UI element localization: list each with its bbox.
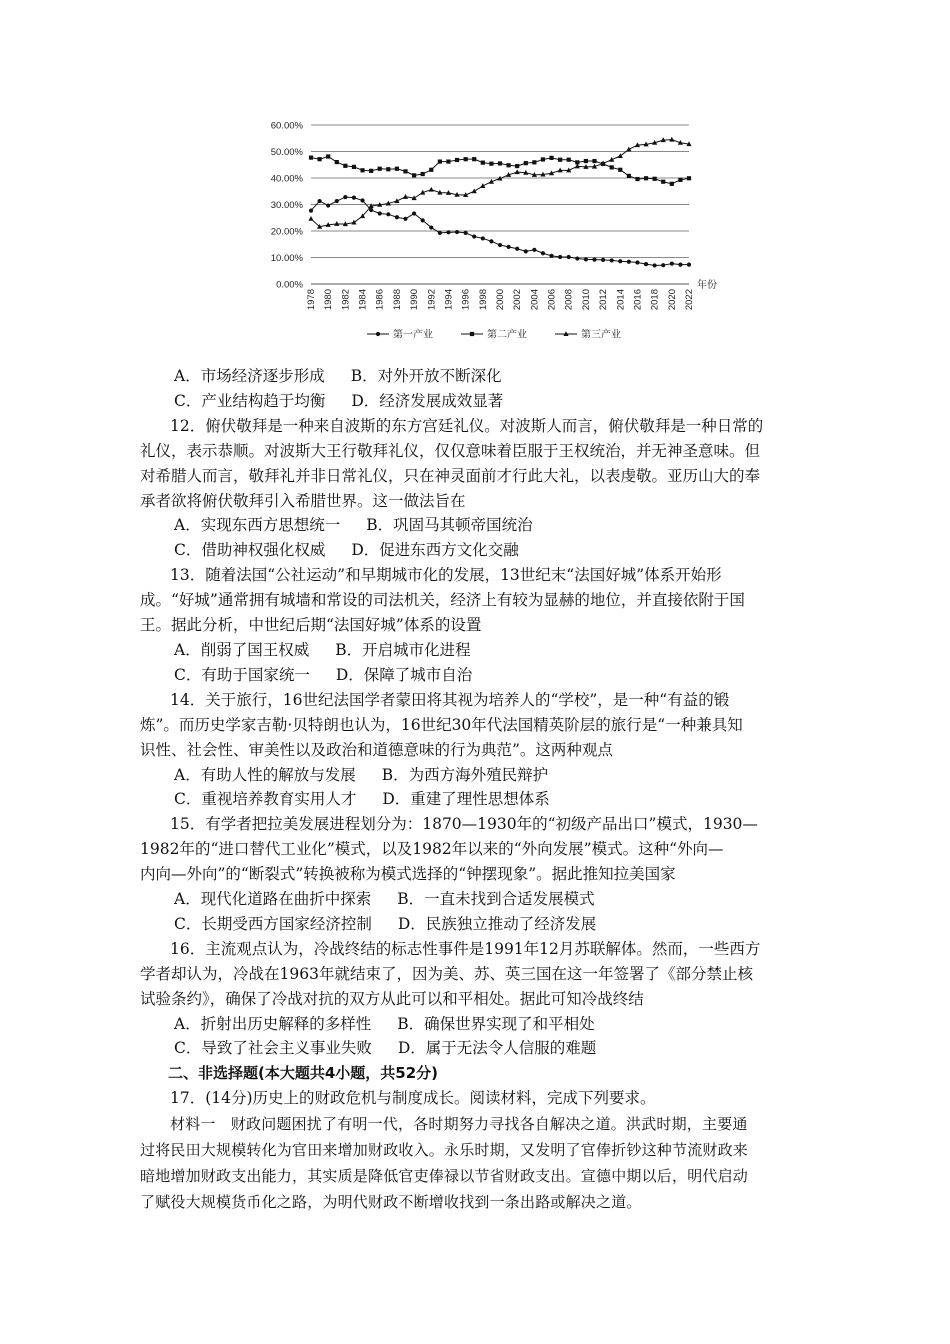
data-point	[678, 263, 682, 267]
data-point	[403, 217, 407, 221]
q16-option-b[interactable]: B．确保世界实现了和平相处	[397, 1014, 595, 1033]
data-point	[369, 208, 373, 212]
data-point	[352, 165, 356, 169]
q17-material-line: 了赋役大规模货币化之路，为明代财政不断增收找到一条出路或解决之道。	[140, 1193, 642, 1212]
q13-option-b[interactable]: B．开启城市化进程	[335, 640, 471, 659]
q12-line: 12．俯伏敬拜是一种来自波斯的东方宫廷礼仪。对波斯人而言，俯伏敬拜是一种日常的	[170, 416, 764, 435]
data-point	[610, 165, 614, 169]
series-第三产业	[308, 137, 691, 229]
x-tick-label: 1984	[357, 289, 369, 311]
q11-option-b[interactable]: B．对外开放不断深化	[350, 367, 502, 385]
chart-series	[308, 137, 691, 268]
data-point	[506, 245, 510, 249]
data-point	[524, 161, 528, 165]
data-point	[532, 160, 536, 164]
q13-option-c[interactable]: C．有助于国家统一	[174, 665, 310, 684]
data-point	[549, 156, 553, 160]
data-point	[670, 182, 674, 186]
data-point	[421, 172, 425, 176]
legend-label: 第二产业	[487, 329, 527, 341]
chart-x-axis	[306, 289, 695, 310]
series-第二产业	[309, 154, 691, 185]
question-14	[140, 688, 813, 813]
series-line	[311, 140, 689, 227]
data-point	[489, 239, 493, 243]
data-point	[635, 177, 639, 181]
data-point	[661, 263, 665, 267]
data-point	[360, 198, 364, 202]
q14-line: 炼”。而历史学家吉勒·贝特朗也认为，16世纪30年代法国精英阶层的旅行是“一种兼具知	[140, 715, 743, 734]
data-point	[558, 158, 562, 162]
y-tick-label: 20.00%	[270, 226, 303, 238]
data-point	[489, 162, 493, 166]
q12-line: 礼仪，表示恭顺。对波斯大王行敬拜礼仪，仅仅意味着臣服于王权统治，并无神圣意味。但	[140, 441, 761, 460]
data-point	[472, 188, 477, 193]
y-tick-label: 10.00%	[270, 253, 303, 264]
q16-options-row1	[168, 1012, 813, 1037]
q13-line: 13．随着法国“公社运动”和早期城市化的发展，13世纪末“法国好城”体系开始形	[170, 566, 722, 585]
data-point	[653, 263, 657, 267]
data-point	[403, 194, 408, 199]
q14-option-d[interactable]: D．重建了理性思想体系	[382, 790, 550, 809]
x-tick-label: 1980	[323, 289, 335, 311]
q15-options-row2	[168, 912, 813, 937]
data-point	[584, 257, 588, 261]
q13-options-row2	[168, 663, 813, 688]
q12-line: 承者欲将俯伏敬拜引入希腊世界。这一做法旨在	[140, 491, 466, 510]
data-point	[541, 157, 545, 161]
data-point	[378, 211, 382, 215]
data-point	[653, 177, 657, 181]
data-point	[317, 157, 321, 161]
q14-option-b[interactable]: B．为西方海外殖民辩护	[381, 765, 549, 784]
y-tick-label: 40.00%	[270, 173, 303, 185]
data-point	[446, 230, 450, 234]
q17-material-line: 过将民田大规模转化为官田来增加财政收入。永乐时期，又发明了官俸折钞这种节流财政来	[140, 1141, 749, 1160]
question-15	[140, 812, 813, 937]
data-point	[515, 247, 519, 251]
data-point	[644, 176, 648, 180]
data-point	[669, 137, 674, 142]
q12-option-b[interactable]: B．巩固马其顿帝国统治	[366, 516, 533, 535]
data-point	[429, 225, 433, 229]
data-point	[351, 220, 356, 225]
q13-option-a[interactable]: A．削弱了国王权威	[174, 640, 310, 659]
data-point	[429, 187, 434, 192]
x-tick-label: 1978	[306, 289, 317, 311]
data-point	[395, 215, 399, 219]
q16-option-a[interactable]: A．折射出历史解释的多样性	[174, 1014, 372, 1033]
data-point	[515, 169, 520, 174]
y-tick-label: 50.00%	[270, 147, 303, 158]
q17-stem: 17．(14分)历史上的财政危机与制度成长。阅读材料，完成下列要求。	[170, 1089, 656, 1108]
data-point	[541, 251, 545, 255]
data-point	[395, 167, 399, 171]
q11-option-d[interactable]: D．经济发展成效显著	[351, 391, 504, 410]
q14-options-row1	[168, 763, 813, 788]
data-point	[627, 174, 631, 178]
section-heading: 二、非选择题(本大题共4小题，共52分)	[168, 1064, 439, 1083]
x-tick-label: 2004	[529, 289, 541, 311]
data-point	[498, 243, 502, 247]
x-tick-label: 2020	[666, 289, 678, 311]
legend-marker	[376, 332, 380, 336]
q15-line: 15．有学者把拉美发展进程划分为：1870—1930年的“初级产品出口”模式，1930—	[170, 815, 758, 834]
chart-legend	[367, 328, 621, 341]
y-tick-label: 0.00%	[276, 279, 303, 291]
q17-material-line: 材料一 财政问题困扰了有明一代，各时期努力寻找各自解决之道。洪武时期，主要通	[170, 1115, 748, 1134]
data-point	[455, 158, 459, 162]
data-point	[386, 167, 390, 171]
data-point	[481, 236, 485, 240]
data-point	[558, 255, 562, 259]
data-point	[532, 248, 536, 252]
data-point	[446, 159, 450, 163]
x-tick-label: 1988	[391, 289, 403, 311]
data-point	[403, 169, 407, 173]
x-tick-label: 1990	[409, 289, 421, 311]
data-point	[412, 211, 416, 215]
q11-options-row2	[168, 389, 813, 414]
data-point	[506, 163, 510, 167]
data-point	[549, 254, 553, 258]
legend-label: 第三产业	[581, 329, 621, 341]
data-point	[515, 164, 519, 168]
q15-line: 1982年的“进口替代工业化”模式，以及1982年以来的“外向发展”模式。这种“外向—	[140, 840, 724, 859]
data-point	[610, 258, 614, 262]
x-tick-label: 2006	[546, 289, 558, 311]
data-point	[472, 234, 476, 238]
x-tick-label: 1992	[426, 289, 438, 311]
data-point	[335, 199, 339, 203]
x-tick-label: 1982	[340, 289, 352, 311]
q12-options-row1	[168, 513, 813, 538]
data-point	[687, 176, 691, 180]
q15-option-d[interactable]: D．民族独立推动了经济发展	[397, 914, 597, 933]
q16-line: 试验条约》，确保了冷战对抗的双方从此可以和平相处。据此可知冷战终结	[140, 989, 644, 1008]
chart-gridlines	[311, 125, 689, 284]
y-tick-label: 60.00%	[270, 120, 303, 132]
data-point	[343, 164, 347, 168]
data-point	[670, 261, 674, 265]
q15-option-a[interactable]: A．现代化道路在曲折中探索	[174, 890, 372, 909]
data-point	[592, 159, 596, 163]
q12-option-a[interactable]: A．实现东西方思想统一	[174, 516, 341, 535]
x-tick-label: 2022	[684, 289, 695, 311]
q14-line: 识性、社会性、审美性以及政治和道德意味的行为典范”。这两种观点	[140, 740, 613, 759]
x-tick-label: 2018	[649, 289, 661, 311]
q16-line: 16．主流观点认为，冷战终结的标志性事件是1991年12月苏联解体。然而，一些西方	[170, 939, 761, 958]
q14-option-c[interactable]: C．重视培养教育实用人才	[174, 790, 357, 809]
q11-options-row1	[168, 364, 813, 389]
q16-option-d[interactable]: D．属于无法令人信服的难题	[397, 1039, 597, 1058]
q13-line: 王。据此分析，中世纪后期“法国好城”体系的设置	[140, 616, 482, 635]
data-point	[464, 157, 468, 161]
y-tick-label: 30.00%	[270, 200, 303, 211]
data-point	[661, 180, 665, 184]
x-tick-label: 2002	[512, 289, 524, 311]
data-point	[575, 256, 579, 260]
data-point	[472, 157, 476, 161]
question-12	[140, 414, 813, 563]
data-point	[678, 178, 682, 182]
q11-option-c[interactable]: C．产业结构趋于均衡	[174, 391, 326, 410]
q11-option-a[interactable]: A．市场经济逐步形成	[174, 367, 325, 385]
data-point	[438, 159, 442, 163]
data-point	[567, 158, 571, 162]
q12-line: 对希腊人而言，敬拜礼并非日常礼仪，只在神灵面前才行此大礼，以表虔敬。亚历山大的奉	[140, 466, 761, 485]
data-point	[687, 263, 691, 267]
data-point	[524, 249, 528, 253]
data-point	[429, 168, 433, 172]
q16-options-row2	[168, 1036, 813, 1061]
data-point	[386, 212, 390, 216]
data-point	[352, 196, 356, 200]
x-tick-label: 1994	[443, 289, 455, 311]
question-13	[140, 563, 813, 688]
data-point	[412, 173, 416, 177]
q17-material-line: 暗地增加财政支出能力，其实质是降低官吏俸禄以节省财政支出。宣德中期以后，明代启动	[140, 1167, 749, 1186]
data-point	[455, 230, 459, 234]
data-point	[326, 203, 330, 207]
q15-options-row1	[168, 887, 813, 912]
industry-share-line-chart	[255, 112, 725, 344]
x-tick-label: 2000	[495, 289, 506, 311]
chart-x-label: 年份	[697, 280, 717, 291]
data-point	[438, 231, 442, 235]
data-point	[635, 260, 639, 264]
question-content	[140, 364, 813, 1215]
legend-marker	[470, 332, 474, 336]
q12-option-c[interactable]: C．借助神权强化权威	[174, 541, 326, 560]
legend-label: 第一产业	[393, 329, 433, 341]
x-tick-label: 1998	[477, 289, 489, 311]
data-point	[627, 260, 631, 264]
q12-option-d[interactable]: D．促进东西方文化交融	[351, 541, 519, 560]
data-point	[618, 259, 622, 263]
q14-line: 14．关于旅行，16世纪法国学者蒙田将其视为培养人的“学校”，是一种“有益的锻	[170, 690, 730, 709]
data-point	[369, 169, 373, 173]
x-tick-label: 2012	[598, 289, 610, 311]
data-point	[618, 168, 622, 172]
q16-line: 学者却认为，冷战在1963年就结束了，因为美、苏、英三国在这一年签署了《部分禁止核	[140, 964, 753, 983]
q14-options-row2	[168, 787, 813, 812]
data-point	[360, 168, 364, 172]
question-17	[140, 1086, 813, 1215]
data-point	[308, 216, 313, 221]
q13-line: 成。“好城”通常拥有城墙和常设的司法机关，经济上有较为显赫的地位，并直接依附于国	[140, 591, 745, 610]
chart-y-axis	[271, 121, 304, 291]
question-16	[140, 937, 813, 1062]
data-point	[584, 159, 588, 163]
data-point	[644, 262, 648, 266]
data-point	[567, 255, 571, 259]
data-point	[592, 258, 596, 262]
x-tick-label: 1986	[374, 289, 386, 311]
data-point	[309, 155, 313, 159]
x-tick-label: 1996	[460, 289, 472, 311]
data-point	[326, 154, 330, 158]
q13-options-row1	[168, 638, 813, 663]
data-point	[309, 208, 313, 212]
data-point	[481, 161, 485, 165]
x-tick-label: 2010	[580, 289, 592, 311]
q12-options-row2	[168, 538, 813, 563]
q15-option-c[interactable]: C．长期受西方国家经济控制	[174, 914, 372, 933]
data-point	[378, 167, 382, 171]
data-point	[317, 199, 321, 203]
q16-option-c[interactable]: C．导致了社会主义事业失败	[174, 1039, 372, 1058]
q15-option-b[interactable]: B．一直未找到合适发展模式	[397, 890, 595, 909]
data-point	[335, 160, 339, 164]
q15-line: 内向—外向”的“断裂式”转换被称为模式选择的“钟摆现象”。据此推知拉美国家	[140, 865, 676, 884]
x-tick-label: 2008	[563, 289, 575, 311]
data-point	[618, 153, 623, 158]
data-point	[421, 218, 425, 222]
x-tick-label: 2016	[632, 289, 644, 311]
data-point	[601, 258, 605, 262]
q13-option-d[interactable]: D．保障了城市自治	[335, 665, 473, 684]
data-point	[498, 161, 502, 165]
data-point	[343, 195, 347, 199]
q14-option-a[interactable]: A．有助人性的解放与发展	[174, 765, 356, 784]
data-point	[464, 231, 468, 235]
x-tick-label: 2014	[615, 289, 627, 311]
